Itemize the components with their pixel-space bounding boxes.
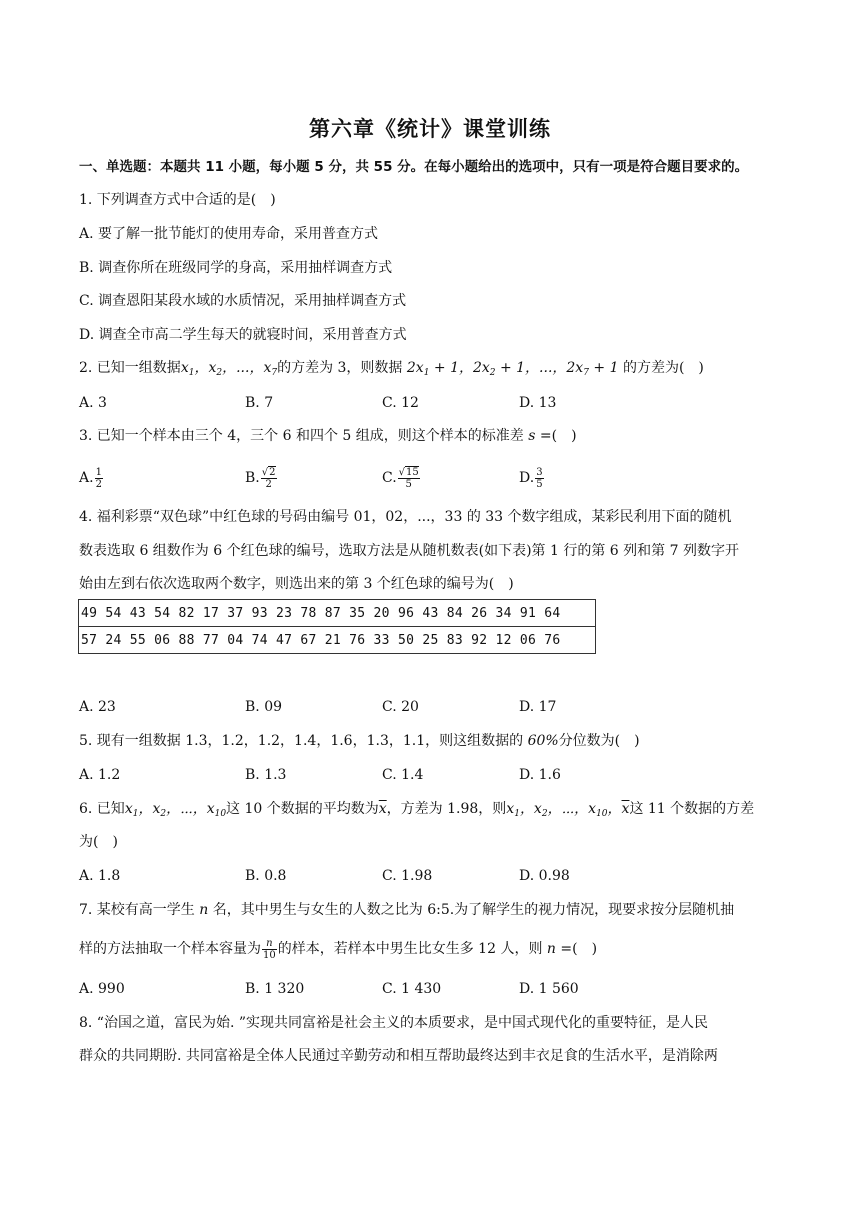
q2-text-1: 2. 已知一组数据 <box>79 360 181 376</box>
q4-line-3: 始由左到右依次选取两个数字，则选出来的第 3 个红色球的编号为( ) <box>79 576 514 592</box>
q3-option-c <box>382 465 421 491</box>
q7-frac: $\frac{n}{10}$ <box>263 937 276 961</box>
q3-stem: 3. 已知一个样本由三个 4，三个 6 和四个 5 组成，则这个样本的标准差 s =( ) <box>79 428 577 444</box>
q4-line-1: 4. 福利彩票“双色球”中红色球的号码由编号 01，02，...，33 的 33 个数字组成，某彩民利用下面的随机 <box>79 509 732 525</box>
q2-stem <box>79 358 704 383</box>
q7-text-4: 的样本，若样本中男生比女生多 12 人，则 <box>277 941 547 957</box>
q3-d-frac: $\frac{3}{5}$ <box>536 466 543 490</box>
table-row <box>79 600 596 627</box>
q8-line-1: 8. “治国之道，富民为始. ”实现共同富裕是社会主义的本质要求，是中国式现代化的重要特征，是人民 <box>79 1015 709 1031</box>
random-number-table <box>78 599 596 654</box>
q3-option-b <box>245 465 278 491</box>
q3-option-a <box>79 465 104 491</box>
q7-option-a: A. 990 <box>79 981 125 997</box>
q6-stem <box>79 799 754 824</box>
q4-line-2: 数表选取 6 组数作为 6 个红色球的编号，选取方法是从随机数表(如下表)第 1 行的第 6 列和第 7 列数字开 <box>79 543 739 559</box>
q7-line-2: 样的方法抽取一个样本容量为 $\frac{n}{10}$ 的样本，若样本中男生比女生多 12 人，则 n =( ) <box>79 937 598 961</box>
q6-option-d: D. 0.98 <box>519 868 570 884</box>
table-cell: 57 24 55 06 88 77 04 74 47 67 21 76 33 50 25 83 92 12 06 76 <box>79 627 596 654</box>
q5-text: 5. 现有一组数据 1.3，1.2，1.2，1.4，1.6，1.3，1.1，则这组数据的 <box>79 733 528 749</box>
q1-option-b: B. 调查你所在班级同学的身高，采用抽样调查方式 <box>79 260 393 276</box>
q2-option-b: B. 7 <box>245 395 274 411</box>
q7-math-n2: n <box>546 941 556 957</box>
q5-option-b: B. 1.3 <box>245 767 287 783</box>
q3-b-label: B. <box>245 470 260 486</box>
q2-text-3: 的方差为( ) <box>618 360 704 376</box>
q7-math-n: n <box>199 902 209 918</box>
q3-text: 3. 已知一个样本由三个 4，三个 6 和四个 5 组成，则这个样本的标准差 <box>79 428 529 444</box>
q3-tail: ( ) <box>551 428 577 444</box>
q3-c-label: C. <box>382 470 397 486</box>
q2-option-c: C. 12 <box>382 395 419 411</box>
q7-stem <box>79 900 734 920</box>
q7-option-b: B. 1 320 <box>245 981 305 997</box>
q1-option-a: A. 要了解一批节能灯的使用寿命，采用普查方式 <box>79 226 379 242</box>
q3-d-label: D. <box>519 470 535 486</box>
q6-option-b: B. 0.8 <box>245 868 287 884</box>
q3-a-frac: $\frac{1}{2}$ <box>95 466 102 490</box>
q5-option-c: C. 1.4 <box>382 767 424 783</box>
section-heading: 一、单选题：本题共 11 小题，每小题 5 分，共 55 分。在每小题给出的选项中，只有一项是符合题目要求的。 <box>79 159 749 175</box>
q1-stem: 1. 下列调查方式中合适的是( ) <box>79 192 276 208</box>
q5-option-a: A. 1.2 <box>79 767 121 783</box>
q2-math-seq: $x_1$，$x_2$，...，$x_7$ <box>180 360 278 378</box>
q3-math-s: s <box>528 428 536 444</box>
q1-option-d: D. 调查全市高二学生每天的就寝时间，采用普查方式 <box>79 327 407 343</box>
q6-text-2: 这 10 个数据的平均数为 <box>226 801 379 817</box>
q3-a-label: A. <box>79 470 94 486</box>
q7-option-d: D. 1 560 <box>519 981 579 997</box>
q7-text-1: 7. 某校有高一学生 <box>79 902 200 918</box>
table-cell: 49 54 43 54 82 17 37 93 23 78 87 35 20 96 43 84 26 34 91 64 <box>79 600 596 627</box>
q5-percent: 60% <box>527 733 559 749</box>
q5-stem <box>79 731 640 751</box>
q5-tail: 分位数为( ) <box>558 733 640 749</box>
q6-text-4: 这 11 个数据的方差 <box>629 801 755 817</box>
q6-math-seq: $x_1$，$x_2$，⋯，$x_{10}$ <box>124 801 227 819</box>
q6-text-1: 6. 已知 <box>79 801 125 817</box>
q6-option-a: A. 1.8 <box>79 868 121 884</box>
q3-b-frac: $\frac{√2}{2}$ <box>261 466 276 490</box>
page-title: 第六章《统计》课堂训练 <box>309 117 551 141</box>
q6-line-2: 为( ) <box>79 834 118 850</box>
q7-text-3: 样的方法抽取一个样本容量为 <box>79 941 261 957</box>
q6-math-seq2: $x_1$，$x_2$，⋯，$x_{10}$，$\overline{x}$ <box>506 801 630 819</box>
table-row <box>79 627 596 654</box>
q7-text-2: 名，其中男生与女生的人数之比为 6:5.为了解学生的视力情况，现要求按分层随机抽 <box>208 902 735 918</box>
q6-text-3: ，方差为 1.98，则 <box>386 801 507 817</box>
q7-tail: ( ) <box>572 941 598 957</box>
q7-option-c: C. 1 430 <box>382 981 442 997</box>
q6-math-mean: $\overline{x}$ <box>378 801 387 817</box>
q3-option-d <box>519 465 545 491</box>
q2-option-a: A. 3 <box>79 395 107 411</box>
q1-option-c: C. 调查恩阳某段水域的水质情况，采用抽样调查方式 <box>79 293 407 309</box>
q5-option-d: D. 1.6 <box>519 767 561 783</box>
q8-line-2: 群众的共同期盼. 共同富裕是全体人民通过辛勤劳动和相互帮助最终达到丰衣足食的生活水平，是消除两 <box>79 1048 718 1064</box>
q2-text-2: 的方差为 3，则数据 <box>277 360 407 376</box>
q4-option-a: A. 23 <box>79 699 116 715</box>
q4-option-b: B. 09 <box>245 699 283 715</box>
q4-option-d: D. 17 <box>519 699 557 715</box>
q4-option-c: C. 20 <box>382 699 419 715</box>
q2-math-transformed: $2x_1 + 1$，$2x_2 + 1$，...，$2x_7 + 1$ <box>406 360 619 378</box>
q2-option-d: D. 13 <box>519 395 557 411</box>
q6-option-c: C. 1.98 <box>382 868 433 884</box>
q3-c-frac: $\frac{√15}{5}$ <box>398 466 419 490</box>
